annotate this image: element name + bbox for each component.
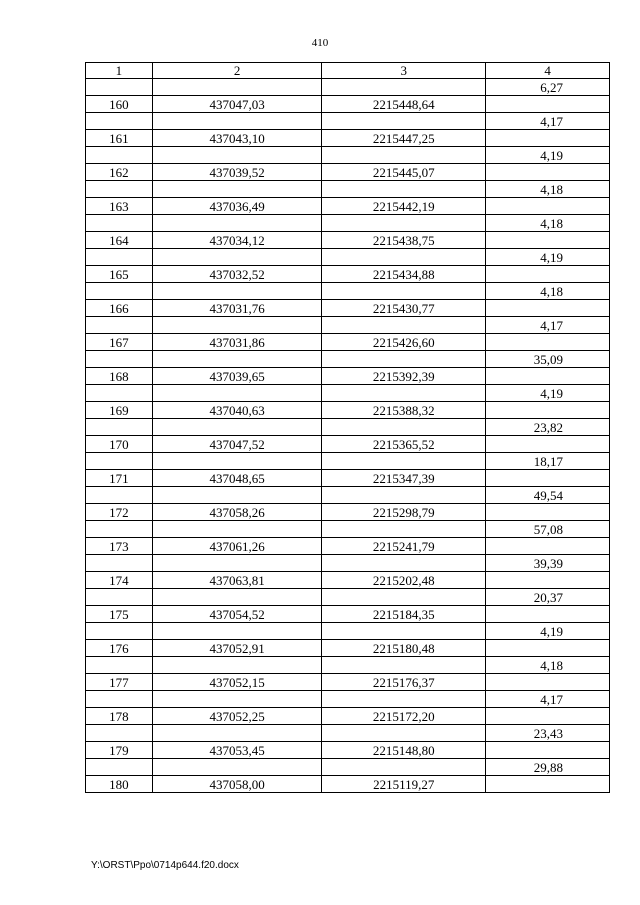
- distance-cell: 23,82: [486, 419, 610, 436]
- distance-cell: 4,18: [486, 215, 610, 232]
- x-coordinate-cell: 437032,52: [152, 266, 322, 283]
- x-coordinate-cell: 437036,49: [152, 198, 322, 215]
- header-cell: 1: [86, 63, 153, 79]
- point-row: [86, 640, 610, 657]
- distance-cell: 39,39: [486, 555, 610, 572]
- distance-cell: 6,27: [486, 79, 610, 96]
- point-number-cell: 180: [86, 776, 153, 793]
- y-coordinate-cell: 2215347,39: [322, 470, 486, 487]
- y-coordinate-cell: 2215172,20: [322, 708, 486, 725]
- point-row: [86, 776, 610, 793]
- y-coordinate-cell: 2215184,35: [322, 606, 486, 623]
- point-number-cell: 165: [86, 266, 153, 283]
- distance-row: [86, 691, 610, 708]
- point-row: [86, 300, 610, 317]
- distance-row: [86, 521, 610, 538]
- distance-row: [86, 589, 610, 606]
- distance-row: [86, 759, 610, 776]
- distance-cell: 4,19: [486, 623, 610, 640]
- point-number-cell: 171: [86, 470, 153, 487]
- point-number-cell: 162: [86, 164, 153, 181]
- distance-row: [86, 317, 610, 334]
- file-path-footer: Y:\ORST\Ppo\0714p644.f20.docx: [91, 860, 239, 871]
- distance-row: [86, 657, 610, 674]
- point-number-cell: 172: [86, 504, 153, 521]
- point-number-cell: 179: [86, 742, 153, 759]
- distance-row: [86, 113, 610, 130]
- y-coordinate-cell: 2215434,88: [322, 266, 486, 283]
- distance-row: [86, 351, 610, 368]
- point-number-cell: 160: [86, 96, 153, 113]
- y-coordinate-cell: 2215388,32: [322, 402, 486, 419]
- point-row: [86, 606, 610, 623]
- header-cell: 2: [152, 63, 322, 79]
- point-number-cell: 169: [86, 402, 153, 419]
- point-row: [86, 130, 610, 147]
- point-row: [86, 674, 610, 691]
- point-row: [86, 436, 610, 453]
- y-coordinate-cell: 2215202,48: [322, 572, 486, 589]
- coordinates-table: [85, 62, 610, 793]
- y-coordinate-cell: 2215430,77: [322, 300, 486, 317]
- distance-cell: 4,18: [486, 283, 610, 300]
- page-number: 410: [311, 37, 329, 49]
- x-coordinate-cell: 437047,03: [152, 96, 322, 113]
- distance-row: [86, 215, 610, 232]
- y-coordinate-cell: 2215298,79: [322, 504, 486, 521]
- distance-cell: 4,17: [486, 317, 610, 334]
- distance-cell: 35,09: [486, 351, 610, 368]
- y-coordinate-cell: 2215442,19: [322, 198, 486, 215]
- point-number-cell: 166: [86, 300, 153, 317]
- x-coordinate-cell: 437040,63: [152, 402, 322, 419]
- x-coordinate-cell: 437039,52: [152, 164, 322, 181]
- distance-row: [86, 555, 610, 572]
- point-row: [86, 538, 610, 555]
- y-coordinate-cell: 2215241,79: [322, 538, 486, 555]
- table-body: [86, 79, 610, 793]
- distance-cell: 4,18: [486, 657, 610, 674]
- point-number-cell: 173: [86, 538, 153, 555]
- x-coordinate-cell: 437034,12: [152, 232, 322, 249]
- y-coordinate-cell: 2215448,64: [322, 96, 486, 113]
- point-number-cell: 167: [86, 334, 153, 351]
- y-coordinate-cell: 2215180,48: [322, 640, 486, 657]
- distance-row: [86, 725, 610, 742]
- distance-cell: 18,17: [486, 453, 610, 470]
- x-coordinate-cell: 437039,65: [152, 368, 322, 385]
- distance-row: [86, 419, 610, 436]
- distance-cell: 23,43: [486, 725, 610, 742]
- point-number-cell: 170: [86, 436, 153, 453]
- point-number-cell: 161: [86, 130, 153, 147]
- header-cell: 4: [486, 63, 610, 79]
- distance-row: [86, 283, 610, 300]
- distance-cell: 20,37: [486, 589, 610, 606]
- point-row: [86, 572, 610, 589]
- x-coordinate-cell: 437058,26: [152, 504, 322, 521]
- distance-row: [86, 79, 610, 96]
- distance-cell: 29,88: [486, 759, 610, 776]
- distance-row: [86, 453, 610, 470]
- distance-cell: 57,08: [486, 521, 610, 538]
- distance-cell: 49,54: [486, 487, 610, 504]
- x-coordinate-cell: 437043,10: [152, 130, 322, 147]
- point-number-cell: 174: [86, 572, 153, 589]
- x-coordinate-cell: 437052,15: [152, 674, 322, 691]
- point-number-cell: 177: [86, 674, 153, 691]
- y-coordinate-cell: 2215176,37: [322, 674, 486, 691]
- distance-row: [86, 385, 610, 402]
- x-coordinate-cell: 437061,26: [152, 538, 322, 555]
- y-coordinate-cell: 2215426,60: [322, 334, 486, 351]
- distance-cell: 4,19: [486, 385, 610, 402]
- header-cell: 3: [322, 63, 486, 79]
- distance-cell: 4,17: [486, 691, 610, 708]
- point-number-cell: 168: [86, 368, 153, 385]
- distance-row: [86, 487, 610, 504]
- x-coordinate-cell: 437054,52: [152, 606, 322, 623]
- y-coordinate-cell: 2215447,25: [322, 130, 486, 147]
- point-row: [86, 232, 610, 249]
- x-coordinate-cell: 437063,81: [152, 572, 322, 589]
- x-coordinate-cell: 437047,52: [152, 436, 322, 453]
- x-coordinate-cell: 437052,91: [152, 640, 322, 657]
- header-row: [86, 63, 610, 79]
- distance-cell: 4,19: [486, 249, 610, 266]
- x-coordinate-cell: 437058,00: [152, 776, 322, 793]
- x-coordinate-cell: 437052,25: [152, 708, 322, 725]
- point-number-cell: 163: [86, 198, 153, 215]
- y-coordinate-cell: 2215392,39: [322, 368, 486, 385]
- point-row: [86, 708, 610, 725]
- distance-row: [86, 181, 610, 198]
- point-row: [86, 368, 610, 385]
- point-row: [86, 334, 610, 351]
- x-coordinate-cell: 437048,65: [152, 470, 322, 487]
- distance-cell: 4,19: [486, 147, 610, 164]
- point-row: [86, 504, 610, 521]
- distance-cell: 4,17: [486, 113, 610, 130]
- point-row: [86, 198, 610, 215]
- y-coordinate-cell: 2215438,75: [322, 232, 486, 249]
- distance-row: [86, 147, 610, 164]
- point-number-cell: 178: [86, 708, 153, 725]
- y-coordinate-cell: 2215119,27: [322, 776, 486, 793]
- point-row: [86, 164, 610, 181]
- x-coordinate-cell: 437053,45: [152, 742, 322, 759]
- x-coordinate-cell: 437031,76: [152, 300, 322, 317]
- distance-row: [86, 623, 610, 640]
- point-row: [86, 470, 610, 487]
- point-number-cell: 176: [86, 640, 153, 657]
- x-coordinate-cell: 437031,86: [152, 334, 322, 351]
- y-coordinate-cell: 2215148,80: [322, 742, 486, 759]
- y-coordinate-cell: 2215445,07: [322, 164, 486, 181]
- point-number-cell: 164: [86, 232, 153, 249]
- point-row: [86, 96, 610, 113]
- point-number-cell: 175: [86, 606, 153, 623]
- point-row: [86, 266, 610, 283]
- y-coordinate-cell: 2215365,52: [322, 436, 486, 453]
- distance-cell: 4,18: [486, 181, 610, 198]
- distance-row: [86, 249, 610, 266]
- point-row: [86, 402, 610, 419]
- point-row: [86, 742, 610, 759]
